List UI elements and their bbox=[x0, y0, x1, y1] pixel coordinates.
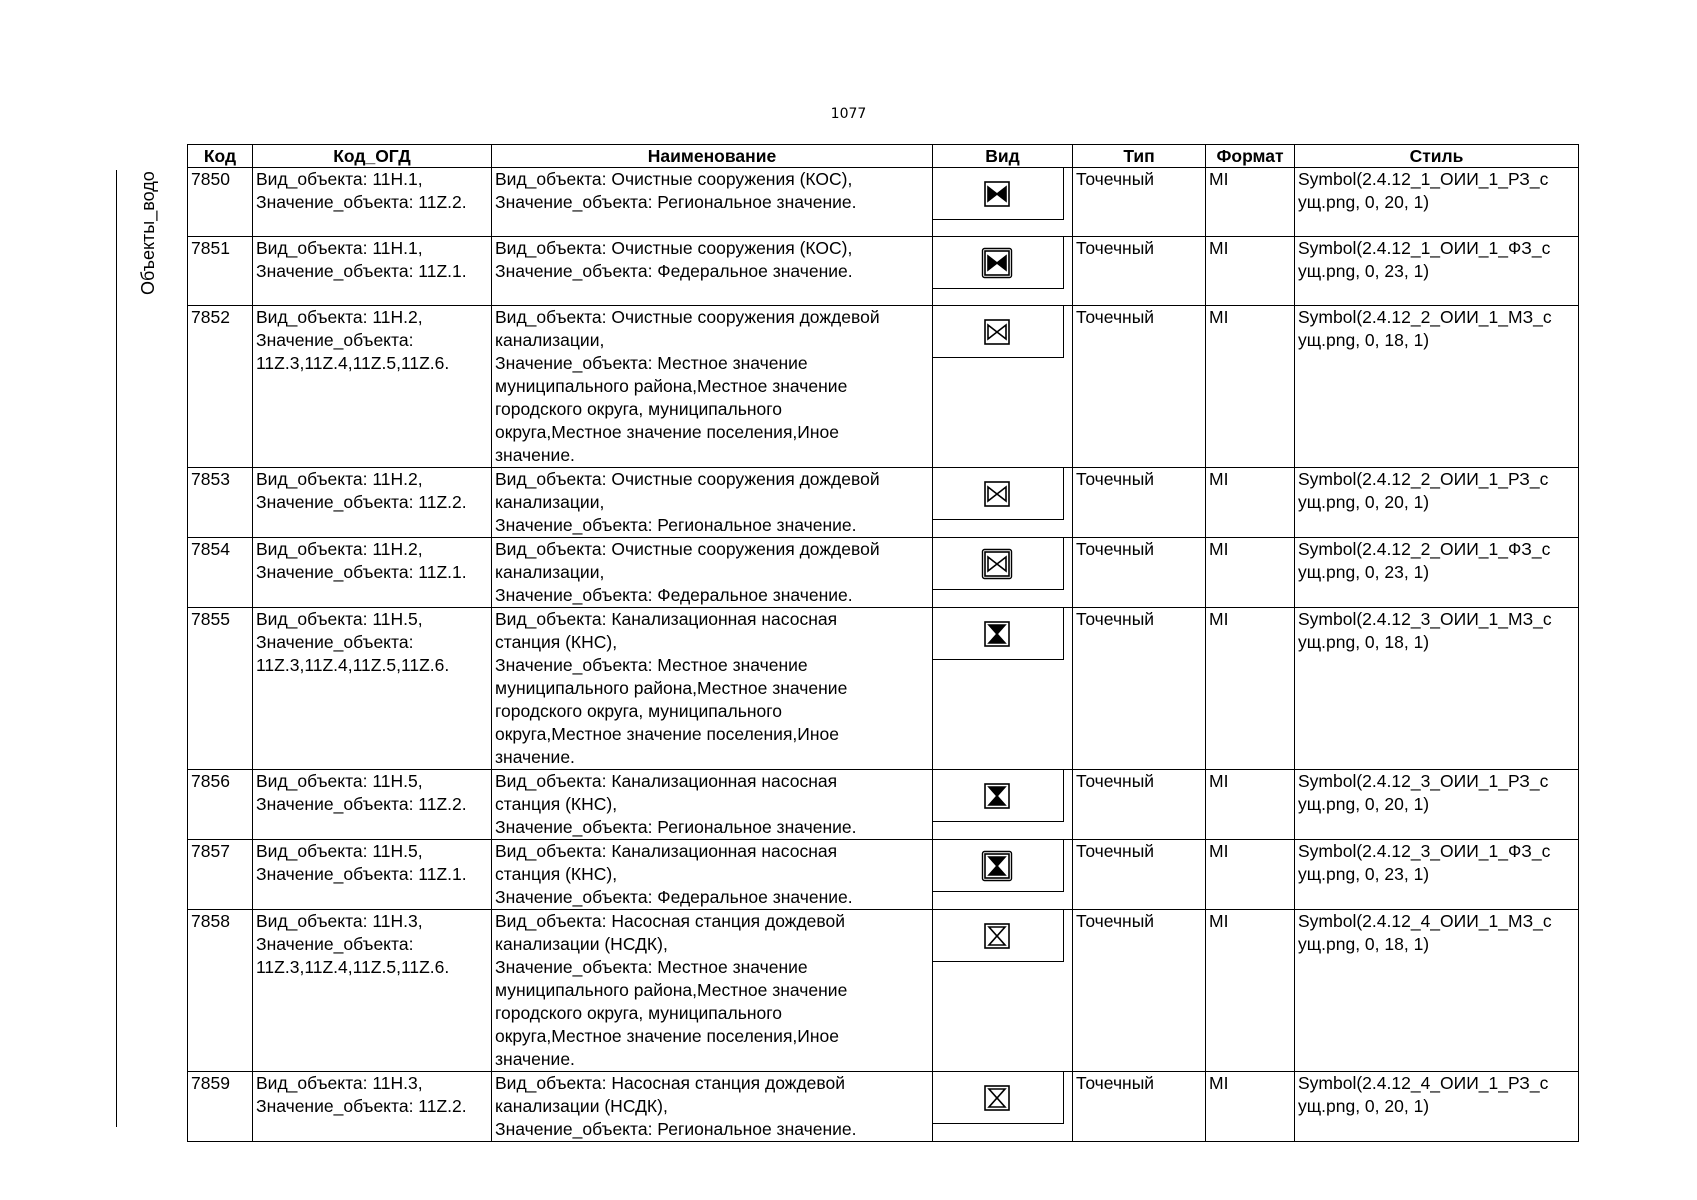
cell-name: Вид_объекта: Насосная станция дождевой канализации (НСДК), Значение_объекта: Местное значение муниципального района,Местное значение городского округа, муниципального округа,Местное значение поселения,Иное значение. bbox=[492, 910, 933, 1072]
cell-name: Вид_объекта: Канализационная насосная станция (КНС), Значение_объекта: Региональное значение. bbox=[492, 770, 933, 840]
symbol-frame bbox=[933, 468, 1064, 520]
cell-code: 7855 bbox=[188, 608, 253, 770]
header-row bbox=[188, 145, 1579, 168]
cell-style: Symbol(2.4.12_2_ОИИ_1_ФЗ_с ущ.png, 0, 23, 1) bbox=[1295, 538, 1579, 608]
cell-style: Symbol(2.4.12_2_ОИИ_1_РЗ_с ущ.png, 0, 20, 1) bbox=[1295, 468, 1579, 538]
cell-ogd: Вид_объекта: 11Н.3, Значение_объекта: 11Z.3,11Z.4,11Z.5,11Z.6. bbox=[253, 910, 492, 1072]
cell-view bbox=[933, 910, 1073, 1072]
table-row bbox=[188, 468, 1579, 538]
cell-format: MI bbox=[1206, 608, 1295, 770]
cell-ogd: Вид_объекта: 11Н.2, Значение_объекта: 11Z.1. bbox=[253, 538, 492, 608]
cell-view bbox=[933, 306, 1073, 468]
cell-view bbox=[933, 770, 1073, 840]
side-label: Объекты_водо bbox=[138, 171, 158, 295]
cell-name: Вид_объекта: Канализационная насосная станция (КНС), Значение_объекта: Местное значение муниципального района,Местное значение городского округа, муниципального округа,Местное значение поселения,Иное значение. bbox=[492, 608, 933, 770]
table-row bbox=[188, 608, 1579, 770]
cell-style: Symbol(2.4.12_4_ОИИ_1_МЗ_с ущ.png, 0, 18, 1) bbox=[1295, 910, 1579, 1072]
symbol-frame bbox=[933, 306, 1064, 358]
cell-ogd: Вид_объекта: 11Н.1, Значение_объекта: 11Z.1. bbox=[253, 237, 492, 306]
cell-format: MI bbox=[1206, 538, 1295, 608]
cell-type: Точечный bbox=[1073, 468, 1206, 538]
cell-view bbox=[933, 237, 1073, 306]
symbol-frame bbox=[933, 770, 1064, 822]
cell-format: MI bbox=[1206, 770, 1295, 840]
header-style: Стиль bbox=[1295, 145, 1579, 168]
cell-code: 7853 bbox=[188, 468, 253, 538]
table-row bbox=[188, 168, 1579, 237]
cell-code: 7852 bbox=[188, 306, 253, 468]
cell-ogd: Вид_объекта: 11Н.5, Значение_объекта: 11Z.2. bbox=[253, 770, 492, 840]
header-name: Наименование bbox=[492, 145, 933, 168]
symbol-frame bbox=[933, 608, 1064, 660]
cell-style: Symbol(2.4.12_4_ОИИ_1_РЗ_с ущ.png, 0, 20, 1) bbox=[1295, 1072, 1579, 1142]
symbols-table bbox=[187, 144, 1579, 1142]
cell-view bbox=[933, 468, 1073, 538]
cell-ogd: Вид_объекта: 11Н.3, Значение_объекта: 11Z.2. bbox=[253, 1072, 492, 1142]
cell-format: MI bbox=[1206, 910, 1295, 1072]
cell-style: Symbol(2.4.12_2_ОИИ_1_МЗ_с ущ.png, 0, 18, 1) bbox=[1295, 306, 1579, 468]
cell-name: Вид_объекта: Очистные сооружения дождевой канализации, Значение_объекта: Региональное значение. bbox=[492, 468, 933, 538]
cell-style: Symbol(2.4.12_3_ОИИ_1_РЗ_с ущ.png, 0, 20, 1) bbox=[1295, 770, 1579, 840]
cell-type: Точечный bbox=[1073, 237, 1206, 306]
cell-ogd: Вид_объекта: 11Н.1, Значение_объекта: 11Z.2. bbox=[253, 168, 492, 237]
symbol-frame bbox=[933, 237, 1064, 289]
header-view: Вид bbox=[933, 145, 1073, 168]
symbol-frame bbox=[933, 168, 1064, 220]
table-row bbox=[188, 770, 1579, 840]
header-format: Формат bbox=[1206, 145, 1295, 168]
cell-code: 7851 bbox=[188, 237, 253, 306]
cell-type: Точечный bbox=[1073, 306, 1206, 468]
cell-ogd: Вид_объекта: 11Н.2, Значение_объекта: 11Z.2. bbox=[253, 468, 492, 538]
header-type: Тип bbox=[1073, 145, 1206, 168]
cell-view bbox=[933, 538, 1073, 608]
cell-format: MI bbox=[1206, 468, 1295, 538]
side-label-box bbox=[136, 170, 162, 295]
cell-format: MI bbox=[1206, 306, 1295, 468]
header-ogd: Код_ОГД bbox=[253, 145, 492, 168]
symbol-frame bbox=[933, 840, 1064, 892]
table-row bbox=[188, 910, 1579, 1072]
cell-style: Symbol(2.4.12_1_ОИИ_1_РЗ_с ущ.png, 0, 20, 1) bbox=[1295, 168, 1579, 237]
cell-code: 7859 bbox=[188, 1072, 253, 1142]
header-code: Код bbox=[188, 145, 253, 168]
table-row bbox=[188, 538, 1579, 608]
cell-type: Точечный bbox=[1073, 538, 1206, 608]
table-row bbox=[188, 237, 1579, 306]
cell-type: Точечный bbox=[1073, 910, 1206, 1072]
symbol-frame bbox=[933, 910, 1064, 962]
cell-type: Точечный bbox=[1073, 168, 1206, 237]
symbol-frame bbox=[933, 1072, 1064, 1124]
table-row bbox=[188, 306, 1579, 468]
cell-type: Точечный bbox=[1073, 1072, 1206, 1142]
cell-name: Вид_объекта: Насосная станция дождевой канализации (НСДК), Значение_объекта: Региональное значение. bbox=[492, 1072, 933, 1142]
side-rule bbox=[116, 170, 117, 1127]
symbol-frame bbox=[933, 538, 1064, 590]
cell-ogd: Вид_объекта: 11Н.2, Значение_объекта: 11Z.3,11Z.4,11Z.5,11Z.6. bbox=[253, 306, 492, 468]
cell-code: 7854 bbox=[188, 538, 253, 608]
cell-format: MI bbox=[1206, 168, 1295, 237]
cell-ogd: Вид_объекта: 11Н.5, Значение_объекта: 11Z.1. bbox=[253, 840, 492, 910]
cell-name: Вид_объекта: Канализационная насосная станция (КНС), Значение_объекта: Федеральное значение. bbox=[492, 840, 933, 910]
cell-view bbox=[933, 840, 1073, 910]
cell-style: Symbol(2.4.12_3_ОИИ_1_МЗ_с ущ.png, 0, 18, 1) bbox=[1295, 608, 1579, 770]
cell-name: Вид_объекта: Очистные сооружения (КОС), Значение_объекта: Федеральное значение. bbox=[492, 237, 933, 306]
cell-style: Symbol(2.4.12_3_ОИИ_1_ФЗ_с ущ.png, 0, 23, 1) bbox=[1295, 840, 1579, 910]
cell-format: MI bbox=[1206, 237, 1295, 306]
cell-view bbox=[933, 168, 1073, 237]
table-row bbox=[188, 840, 1579, 910]
cell-type: Точечный bbox=[1073, 840, 1206, 910]
cell-name: Вид_объекта: Очистные сооружения дождевой канализации, Значение_объекта: Местное значение муниципального района,Местное значение городского округа, муниципального округа,Местное значение поселения,Иное значение. bbox=[492, 306, 933, 468]
cell-ogd: Вид_объекта: 11Н.5, Значение_объекта: 11Z.3,11Z.4,11Z.5,11Z.6. bbox=[253, 608, 492, 770]
cell-name: Вид_объекта: Очистные сооружения (КОС), Значение_объекта: Региональное значение. bbox=[492, 168, 933, 237]
cell-style: Symbol(2.4.12_1_ОИИ_1_ФЗ_с ущ.png, 0, 23, 1) bbox=[1295, 237, 1579, 306]
cell-code: 7857 bbox=[188, 840, 253, 910]
cell-format: MI bbox=[1206, 840, 1295, 910]
cell-code: 7858 bbox=[188, 910, 253, 1072]
cell-code: 7850 bbox=[188, 168, 253, 237]
cell-format: MI bbox=[1206, 1072, 1295, 1142]
table-row bbox=[188, 1072, 1579, 1142]
page-number: 1077 bbox=[830, 106, 867, 122]
cell-view bbox=[933, 608, 1073, 770]
cell-type: Точечный bbox=[1073, 608, 1206, 770]
cell-view bbox=[933, 1072, 1073, 1142]
cell-type: Точечный bbox=[1073, 770, 1206, 840]
cell-code: 7856 bbox=[188, 770, 253, 840]
cell-name: Вид_объекта: Очистные сооружения дождевой канализации, Значение_объекта: Федеральное значение. bbox=[492, 538, 933, 608]
